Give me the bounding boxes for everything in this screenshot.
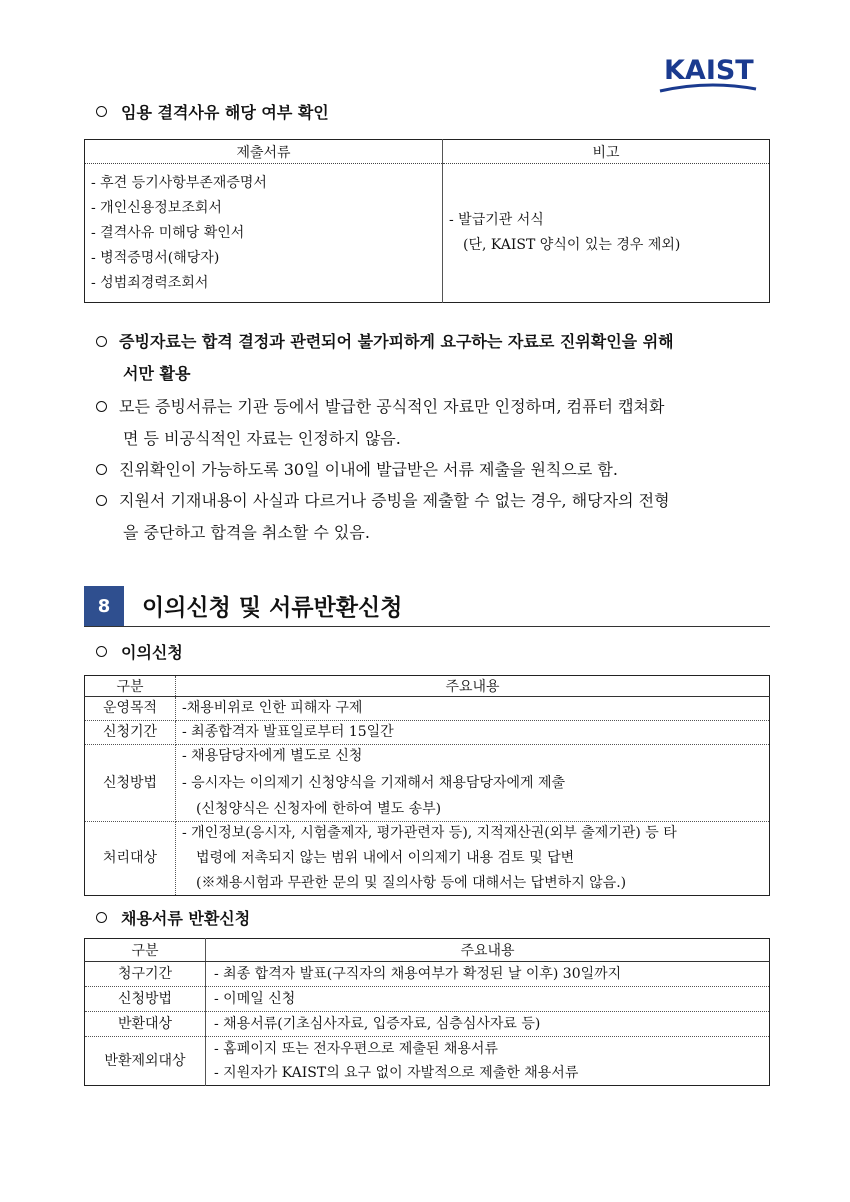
table-row: 반환제외대상 - 홈페이지 또는 전자우편으로 제출된 채용서류 - 지원자가 KAIST의 요구 없이 자발적으로 제출한 채용서류 — [85, 1037, 770, 1086]
document-item: - 병적증명서(해당자) — [91, 249, 220, 266]
logo-text: KAIST — [664, 55, 754, 86]
remark-line: (단, KAIST 양식이 있는 경우 제외) — [463, 237, 681, 253]
section-number: 8 — [84, 586, 124, 626]
bullet-30-days: 진위확인이 가능하도록 30일 이내에 발급받은 서류 제출을 원칙으로 함. — [96, 454, 776, 486]
remarks-cell — [443, 164, 770, 303]
table-row: 운영목적 -채용비위로 인한 피해자 구제 — [85, 697, 770, 721]
documents-list — [85, 164, 443, 303]
table-row: 처리대상 - 개인정보(응시자, 시험출제자, 평가관련자 등), 지적재산권(외부 출제기관) 등 타 법령에 저촉되지 않는 범위 내에서 이의제기 내용 검토 및 답변 (※채용시험과 무관한 문의 및 질의사항 등에 대해서는 답변하지 않음.) — [85, 822, 770, 896]
circle-bullet-icon — [96, 464, 107, 475]
document-item: - 후견 등기사항부존재증명서 — [91, 174, 267, 191]
section-title: 이의신청 및 서류반환신청 — [142, 595, 403, 621]
col-header-category: 구분 — [85, 939, 206, 962]
document-return-table — [84, 938, 770, 1086]
circle-bullet-icon — [96, 401, 107, 412]
objection-table — [84, 675, 770, 896]
circle-bullet-icon — [96, 646, 107, 657]
document-item: - 성범죄경력조회서 — [91, 274, 209, 291]
circle-bullet-icon — [96, 912, 107, 923]
col-header-documents: 제출서류 — [85, 140, 443, 164]
bullet-cancellation: 지원서 기재내용이 사실과 다르거나 증빙을 제출할 수 없는 경우, 해당자의 전형 을 중단하고 합격을 취소할 수 있음. — [96, 485, 776, 549]
table-row: 반환대상 - 채용서류(기초심사자료, 입증자료, 심층심사자료 등) — [85, 1012, 770, 1037]
bullet-verification-purpose: 증빙자료는 합격 결정과 관련되어 불가피하게 요구하는 자료로 진위확인을 위해 서만 활용 — [96, 326, 776, 390]
remark-line: - 발급기관 서식 — [449, 212, 544, 228]
section-heading-disqualification: 임용 결격사유 해당 여부 확인 — [96, 100, 329, 123]
col-header-remarks: 비고 — [443, 140, 770, 164]
col-header-content: 주요내용 — [206, 939, 770, 962]
document-item: - 결격사유 미해당 확인서 — [91, 224, 245, 241]
heading-objection: 이의신청 — [96, 640, 183, 663]
table-row: 신청기간 - 최종합격자 발표일로부터 15일간 — [85, 721, 770, 745]
logo-swoosh-icon — [658, 82, 758, 94]
circle-bullet-icon — [96, 106, 107, 117]
document-item: - 개인신용정보조회서 — [91, 199, 222, 216]
table-row: 신청방법 - 채용담당자에게 별도로 신청 - 응시자는 이의제기 신청양식을 기재해서 채용담당자에게 제출 (신청양식은 신청자에 한하여 별도 송부) — [85, 745, 770, 822]
table-row: 청구기간 - 최종 합격자 발표(구직자의 채용여부가 확정된 날 이후) 30일까지 — [85, 962, 770, 987]
circle-bullet-icon — [96, 336, 107, 347]
circle-bullet-icon — [96, 495, 107, 506]
col-header-category: 구분 — [85, 676, 176, 697]
col-header-content: 주요내용 — [176, 676, 770, 697]
kaist-logo — [658, 55, 758, 94]
heading-document-return: 채용서류 반환신청 — [96, 906, 250, 929]
table-row: 신청방법 - 이메일 신청 — [85, 987, 770, 1012]
documents-table — [84, 139, 770, 303]
bullet-official-documents: 모든 증빙서류는 기관 등에서 발급한 공식적인 자료만 인정하며, 컴퓨터 캡쳐화 면 등 비공식적인 자료는 인정하지 않음. — [96, 391, 776, 455]
section-8-header — [84, 586, 770, 627]
